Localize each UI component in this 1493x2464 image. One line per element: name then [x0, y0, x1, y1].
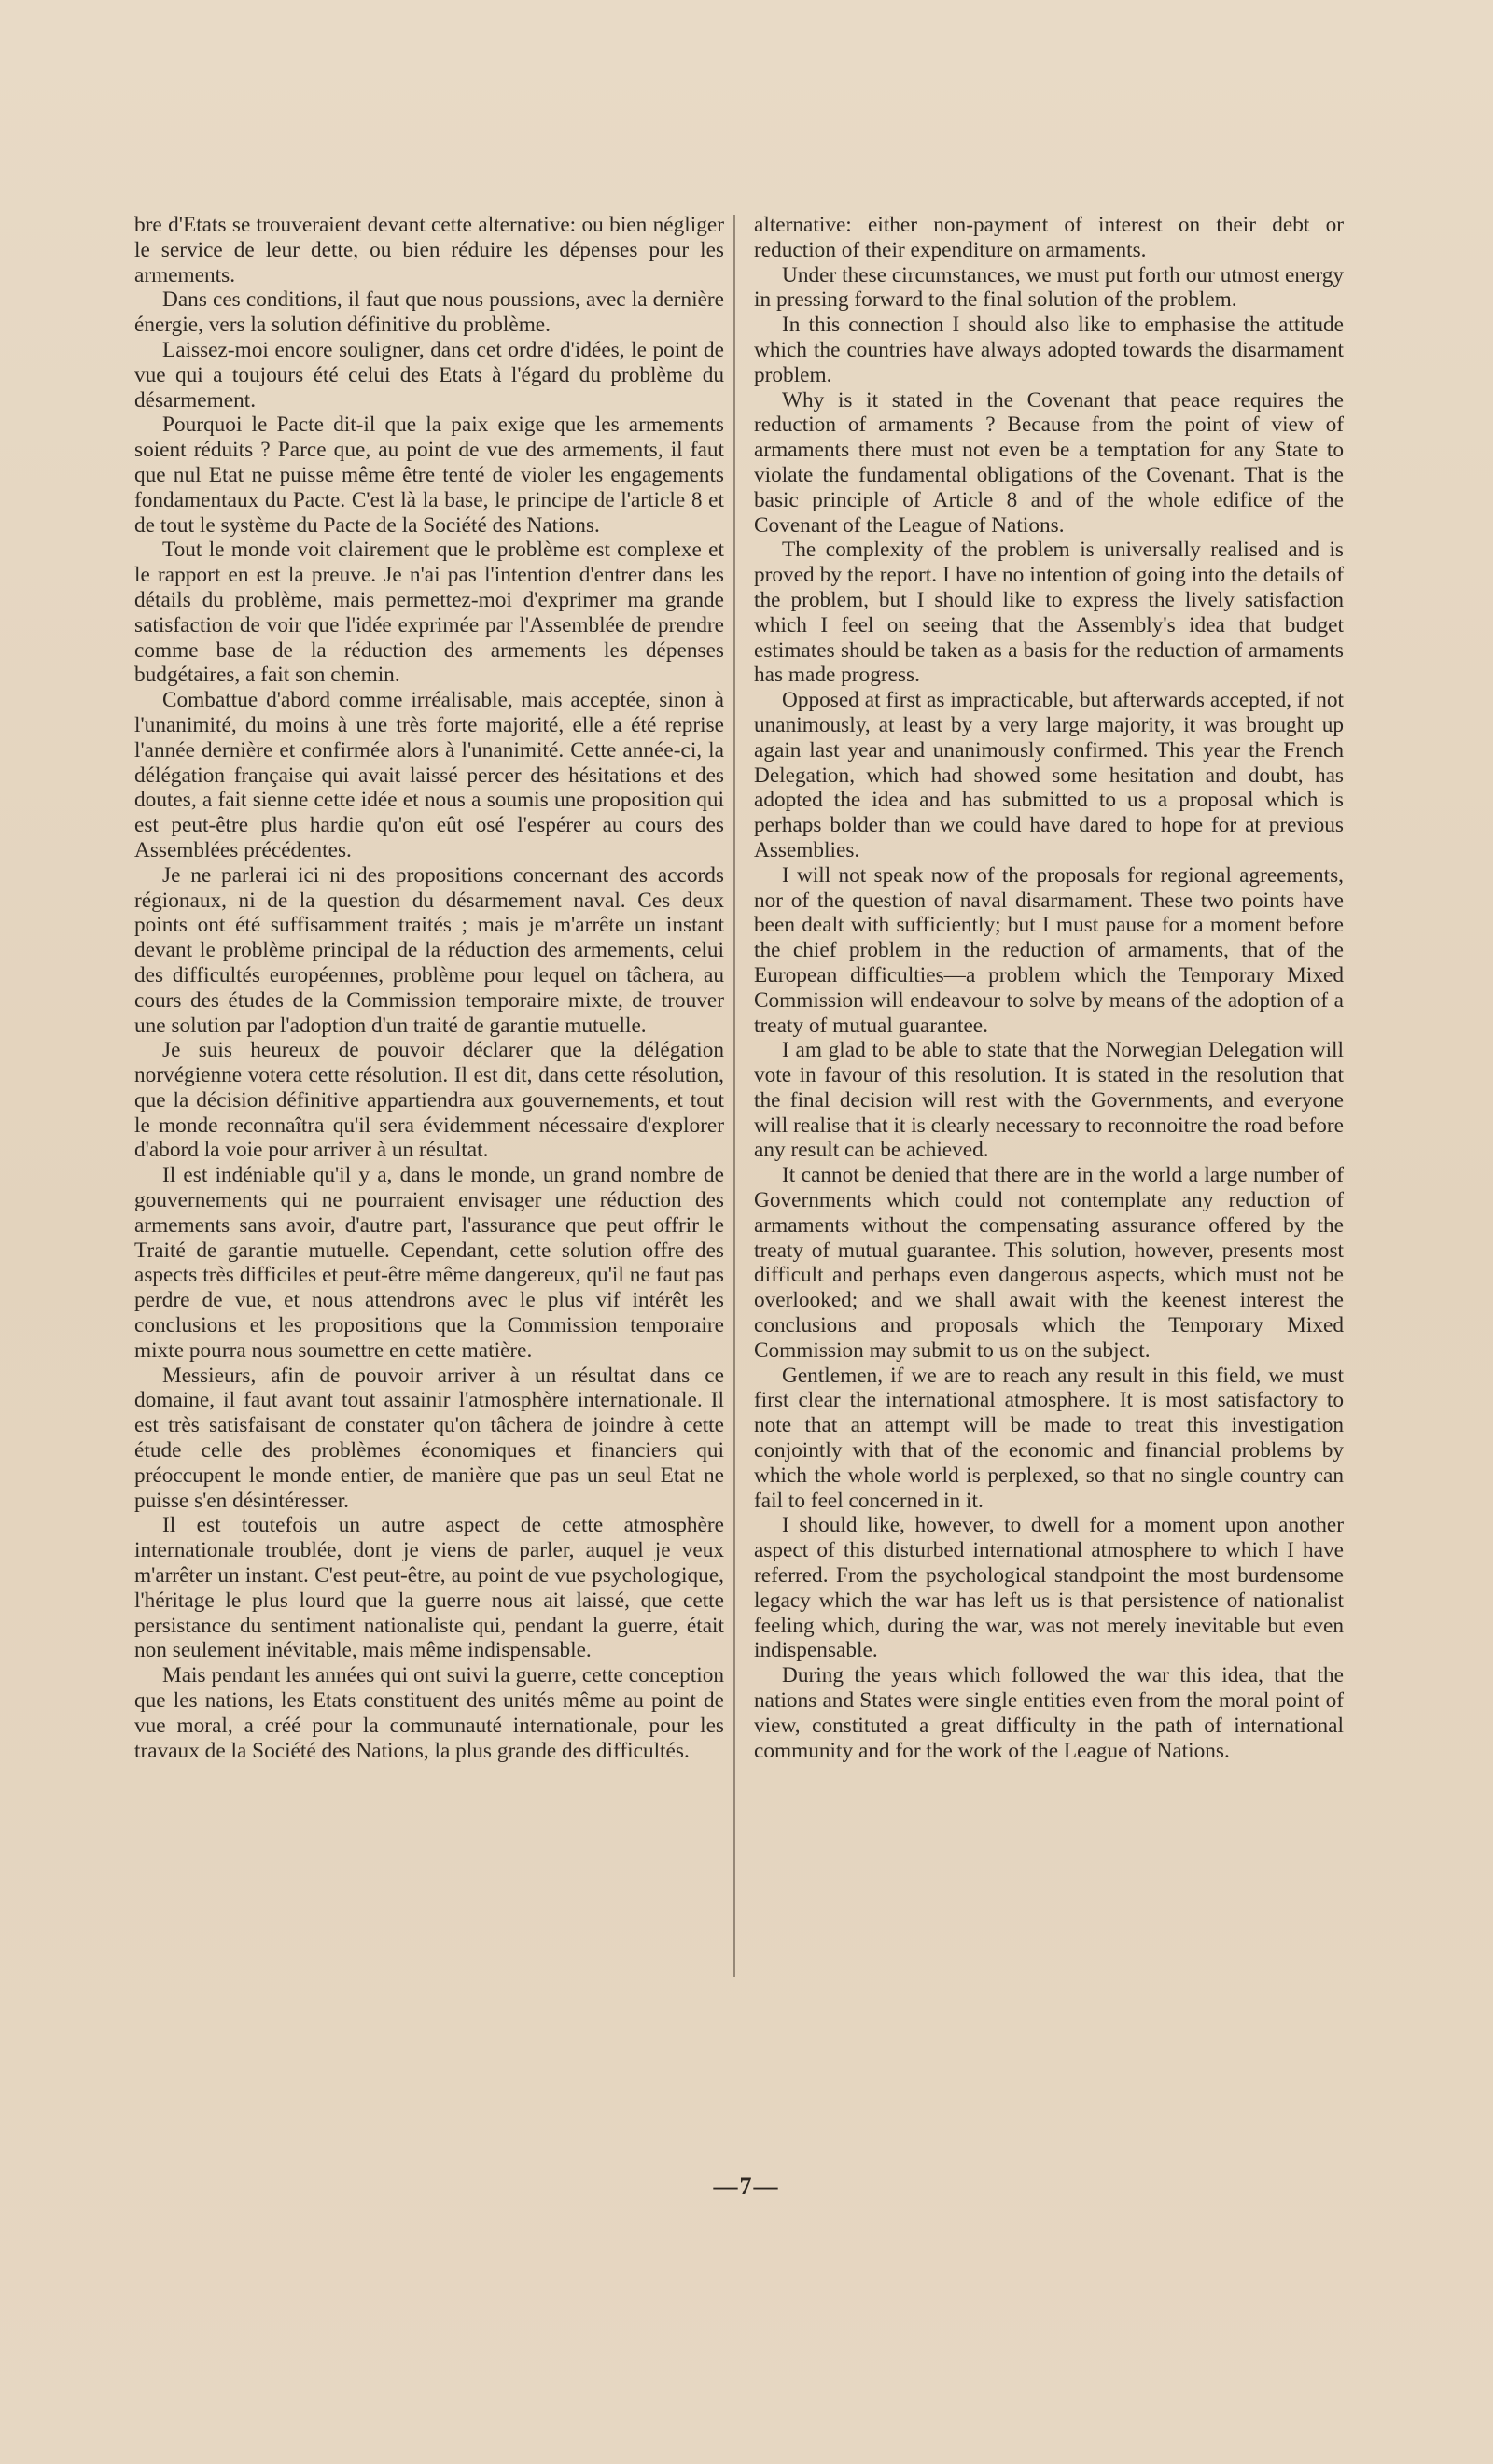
page-number: —7— [713, 2173, 780, 2200]
paragraph: Why is it stated in the Covenant that peace requires the reduction of armaments ? Because from the point of view of armaments there must not even be a temptation for any State to violate the fundamental obligations of the Covenant. That is the basic principle of Article 8 and of the whole edifice of the Covenant of the League of Nations. [754, 387, 1344, 538]
paragraph: In this connection I should also like to emphasise the attitude which the countries have always adopted towards the disarmament problem. [754, 313, 1344, 387]
english-column [754, 213, 1344, 1763]
paragraph: Opposed at first as impracticable, but afterwards accepted, if not unanimously, at least by a very large majority, it was brought up again last year and unanimously confirmed. This year the French Delegation, which had showed some hesitation and doubt, has adopted the idea and has submitted to us a proposal which is perhaps bolder than we could have dared to hope for at previous Assemblies. [754, 688, 1344, 862]
paragraph: Under these circumstances, we must put forth our utmost energy in pressing forward to the final solution of the problem. [754, 262, 1344, 313]
paragraph: During the years which followed the war this idea, that the nations and States were single entities even from the moral point of view, constituted a great difficulty in the path of international community and for the work of the League of Nations. [754, 1663, 1344, 1763]
paragraph: Messieurs, afin de pouvoir arriver à un résultat dans ce domaine, il faut avant tout assainir l'atmosphère internationale. Il est très satisfaisant de constater qu'on tâchera de joindre à cette étude celle des problèmes économiques et financiers qui préoccupent le monde entier, de manière que pas un seul Etat ne puisse s'en désintéresser. [134, 1363, 724, 1513]
paragraph: Il est toutefois un autre aspect de cette atmosphère internationale troublée, dont je viens de parler, auquel je veux m'arrêter un instant. C'est peut-être, au point de vue psychologique, l'héritage le plus lourd que la guerre nous ait laissé, que cette persistance du sentiment nationaliste qui, pendant la guerre, était non seulement inévitable, mais même indispensable. [134, 1513, 724, 1663]
paragraph: Laissez-moi encore souligner, dans cet ordre d'idées, le point de vue qui a toujours été celui des Etats à l'égard du problème du désarmement. [134, 337, 724, 413]
paragraph: Combattue d'abord comme irréalisable, mais acceptée, sinon à l'unanimité, du moins à une très forte majorité, elle a été reprise l'année dernière et confirmée alors à l'unanimité. Cette année-ci, la délégation française qui avait laissé percer des hésitations et des doutes, a fait sienne cette idée et nous a soumis une proposition qui est peut-être plus hardie qu'on eût osé l'espérer au cours des Assemblées précédentes. [134, 688, 724, 862]
paragraph: The complexity of the problem is universally realised and is proved by the report. I have no intention of going into the details of the problem, but I should like to express the lively satisfaction which I feel on seeing that the Assembly's idea that budget estimates should be taken as a basis for the reduction of armaments has made progress. [754, 538, 1344, 688]
paragraph: I am glad to be able to state that the Norwegian Delegation will vote in favour of this resolution. It is stated in the resolution that the final decision will rest with the Governments, and everyone will realise that it is clearly necessary to reconnoitre the road before any result can be achieved. [754, 1038, 1344, 1163]
paragraph: It cannot be denied that there are in the world a large number of Governments which could not contemplate any reduction of armaments without the compensating assurance offered by the treaty of mutual guarantee. This solution, however, presents most difficult and perhaps even dangerous aspects, which must not be overlooked; and we shall await with the keenest interest the conclusions and proposals which the Temporary Mixed Commission may submit to us on the subject. [754, 1163, 1344, 1363]
paragraph: Il est indéniable qu'il y a, dans le monde, un grand nombre de gouvernements qui ne pourraient envisager une réduction des armements sans avoir, d'autre part, l'assurance que peut offrir le Traité de garantie mutuelle. Cependant, cette solution offre des aspects très difficiles et peut-être même dangereux, qu'il ne faut pas perdre de vue, et nous attendrons avec le plus vif intérêt les conclusions et les propositions que la Commission temporaire mixte pourra nous soumettre en cette matière. [134, 1163, 724, 1363]
paragraph: Je ne parlerai ici ni des propositions concernant des accords régionaux, ni de la question du désarmement naval. Ces deux points ont été suffisamment traités ; mais je m'arrête un instant devant le problème principal de la réduction des armements, celui des difficultés européennes, problème pour lequel on tâchera, au cours des études de la Commission temporaire mixte, de trouver une solution par l'adoption d'un traité de garantie mutuelle. [134, 862, 724, 1038]
column-divider [733, 215, 735, 1977]
paragraph: Dans ces conditions, il faut que nous poussions, avec la dernière énergie, vers la solution définitive du problème. [134, 287, 724, 338]
paragraph: Je suis heureux de pouvoir déclarer que la délégation norvégienne votera cette résolution. Il est dit, dans cette résolution, que la décision définitive appartiendra aux gouvernements, et tout le monde reconnaîtra qu'il sera évidemment nécessaire d'explorer d'abord la voie pour arriver à un résultat. [134, 1038, 724, 1163]
paragraph: Tout le monde voit clairement que le problème est complexe et le rapport en est la preuve. Je n'ai pas l'intention d'entrer dans les détails du problème, mais permettez-moi d'exprimer ma grande satisfaction de voir que l'idée exprimée par l'Assemblée de prendre comme base de la réduction des armements les dépenses budgétaires, a fait son chemin. [134, 538, 724, 688]
paragraph: Pourquoi le Pacte dit-il que la paix exige que les armements soient réduits ? Parce que, au point de vue des armements, il faut que nul Etat ne puisse même être tenté de violer les engagements fondamentaux du Pacte. C'est là la base, le principe de l'article 8 et de tout le système du Pacte de la Société des Nations. [134, 413, 724, 538]
paragraph: I should like, however, to dwell for a moment upon another aspect of this disturbed international atmosphere to which I have referred. From the psychological standpoint the most burdensome legacy which the war has left us is that persistence of nationalist feeling which, during the war, was not merely inevitable but even indispensable. [754, 1513, 1344, 1663]
paragraph: I will not speak now of the proposals for regional agreements, nor of the question of naval disarmament. These two points have been dealt with sufficiently; but I must pause for a moment before the chief problem in the reduction of armaments, that of the European difficulties—a problem which the Temporary Mixed Commission will endeavour to solve by means of the adoption of a treaty of mutual guarantee. [754, 862, 1344, 1038]
french-column [134, 213, 724, 1763]
paragraph: Gentlemen, if we are to reach any result in this field, we must first clear the international atmosphere. It is most satisfactory to note that an attempt will be made to treat this investigation conjointly with that of the economic and financial problems by which the whole world is perplexed, so that no single country can fail to feel concerned in it. [754, 1363, 1344, 1513]
paragraph: Mais pendant les années qui ont suivi la guerre, cette conception que les nations, les Etats constituent des unités même au point de vue moral, a créé pour la communauté internationale, pour les travaux de la Société des Nations, la plus grande des difficultés. [134, 1663, 724, 1763]
paragraph: bre d'Etats se trouveraient devant cette alternative: ou bien négliger le service de leur dette, ou bien réduire les dépenses pour les armements. [134, 213, 724, 287]
paragraph: alternative: either non-payment of interest on their debt or reduction of their expenditure on armaments. [754, 213, 1344, 262]
